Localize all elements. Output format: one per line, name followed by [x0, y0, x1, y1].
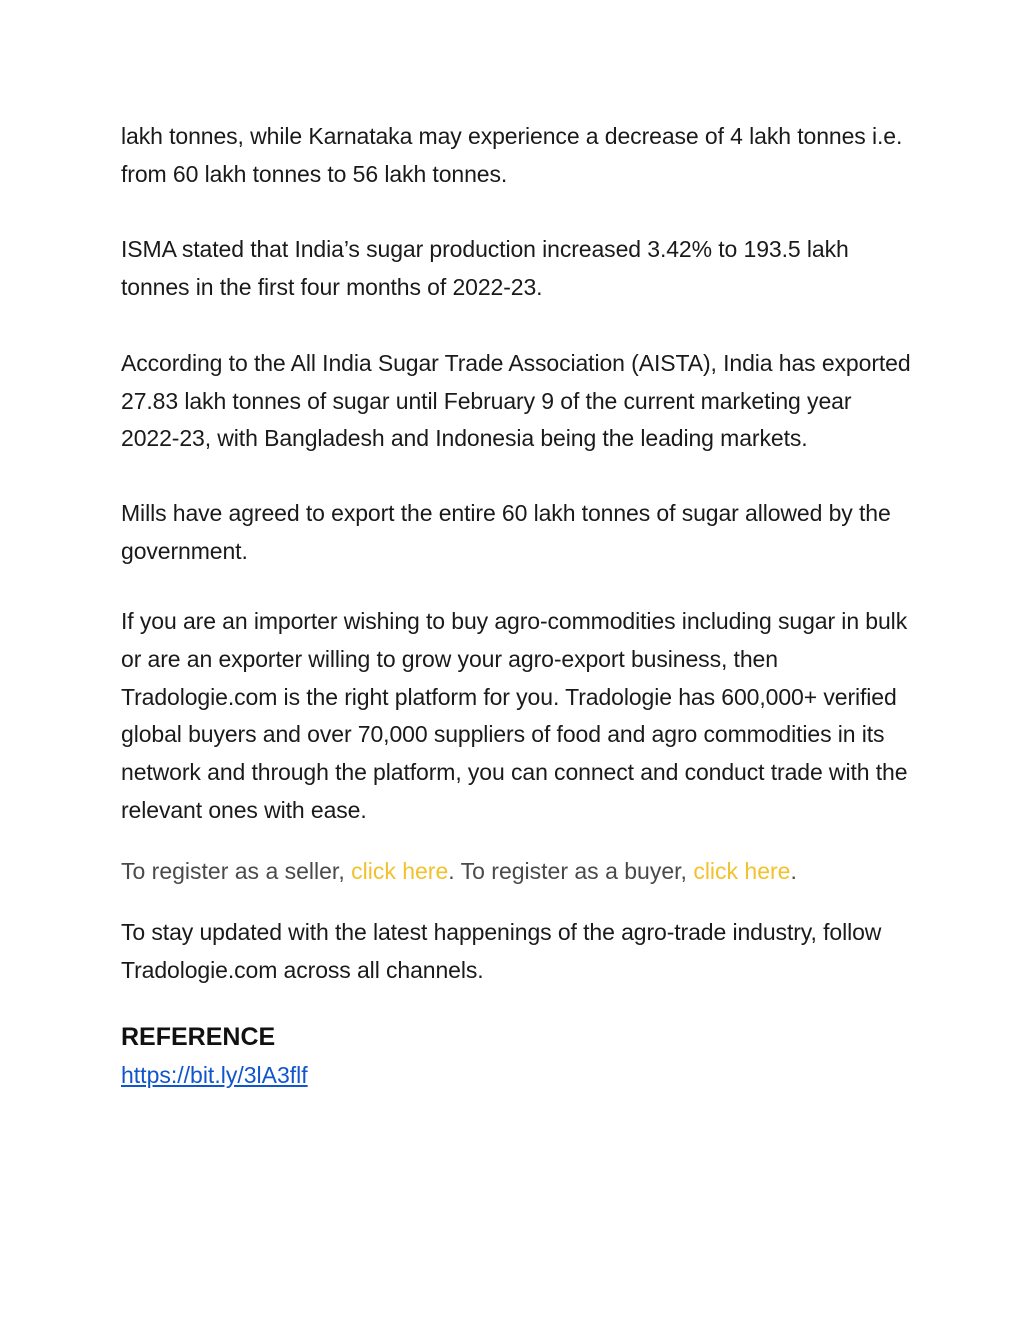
paragraph-mills: Mills have agreed to export the entire 60 lakh tonnes of sugar allowed by the government.: [121, 499, 891, 564]
reference-link[interactable]: https://bit.ly/3lA3flf: [121, 1061, 308, 1088]
register-buyer-text: . To register as a buyer,: [448, 857, 694, 884]
document-page: [121, 118, 911, 1094]
register-line: [121, 853, 911, 891]
paragraph-tradologie: If you are an importer wishing to buy agro-commodities including sugar in bulk or are an exporter willing to grow your agro-export business, then Tradologie.com is the right platform for you. Tradologie has 600,000+ verified global buyers and over 70,000 suppliers of food and agro commodities in its network and through the platform, you can connect and conduct trade with the relevant ones with ease.: [121, 608, 908, 823]
reference-heading: REFERENCE: [121, 1022, 276, 1051]
register-seller-text: To register as a seller,: [121, 857, 352, 884]
paragraph-karnataka: lakh tonnes, while Karnataka may experience a decrease of 4 lakh tonnes i.e. from 60 lakh tonnes to 56 lakh tonnes.: [121, 123, 903, 187]
register-seller-link[interactable]: click here: [351, 857, 449, 884]
register-buyer-link[interactable]: click here: [693, 857, 791, 884]
paragraph-aista: According to the All India Sugar Trade Association (AISTA), India has exported 27.83 lakh tonnes of sugar until February 9 of the current marketing year 2022-23, with Bangladesh and Indonesia being the leading markets.: [121, 349, 911, 452]
paragraph-isma: ISMA stated that India’s sugar production increased 3.42% to 193.5 lakh tonnes in the first four months of 2022-23.: [121, 236, 849, 301]
register-suffix: .: [790, 857, 797, 884]
paragraph-stay-updated: To stay updated with the latest happenings of the agro-trade industry, follow Tradologie.com across all channels.: [121, 919, 882, 983]
